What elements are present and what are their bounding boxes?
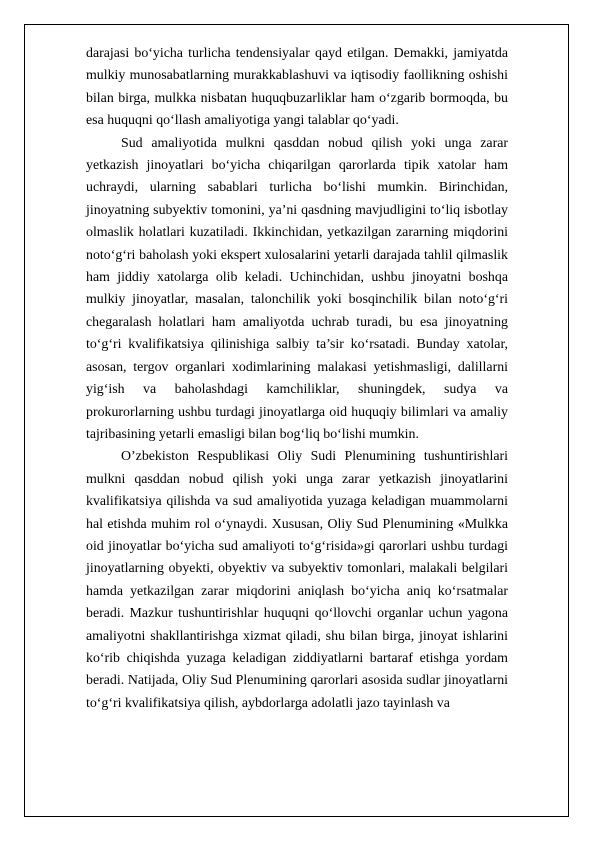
paragraph-supreme-court-plenum: O’zbekiston Respublikasi Oliy Sudi Plenumining tushuntirishlari mulkni qasddan nobud qilish yoki unga zarar yetkazish jinoyatlarini kvalifikatsiya qilishda va sud amaliyotida yuzaga keladigan muammolarni hal etishda muhim rol o‘ynaydi. Xususan, Oliy Sud Plenumining «Mulkka oid jinoyatlar bo‘yicha sud amaliyoti to‘g‘risida»gi qarorlari ushbu turdagi jinoyatlarning obyekti, obyektiv va subyektiv tomonlari, malakali belgilari hamda yetkazilgan zarar miqdorini aniqlash bo‘yicha aniq ko‘rsatmalar beradi. Mazkur tushuntirishlar huquqni qo‘llovchi organlar uchun yagona amaliyotni shakllantirishga xizmat qiladi, shu bilan birga, jinoyat ishlarini ko‘rib chiqishda yuzaga keladigan ziddiyatlarni bartaraf etishga yordam beradi. Natijada, Oliy Sud Plenumining qarorlari asosida sudlar jinoyatlarni to‘g‘ri kvalifikatsiya qilish, aybdorlarga adolatli jazo tayinlash va xyxy=(86,449,508,711)
paragraph-court-practice-errors: Sud amaliyotida mulkni qasddan nobud qilish yoki unga zarar yetkazish jinoyatlari bo‘yicha chiqarilgan qarorlarda tipik xatolar ham uchraydi, ularning sabablari turlicha bo‘lishi mumkin. Birinchidan, jinoyatning subyektiv tomonini, ya’ni qasdning mavjudligini to‘liq isbotlay olmaslik holatlari kuzatiladi. Ikkinchidan, yetkazilgan zararning miqdorini noto‘g‘ri baholash yoki ekspert xulosalarini yetarli darajada tahlil qilmaslik ham jiddiy xatolarga olib keladi. Uchinchidan, ushbu jinoyatni boshqa mulkiy jinoyatlar, masalan, talonchilik yoki bosqinchilik bilan noto‘g‘ri chegaralash holatlari ham amaliyotda uchrab turadi, bu esa jinoyatning to‘g‘ri kvalifikatsiya qilinishiga salbiy ta’sir ko‘rsatadi. Bunday xatolar, asosan, tergov organlari xodimlarining malakasi yetishmasligi, dalillarni yig‘ish va baholashdagi kamchiliklar, shuningdek, sudya va prokurorlarning ushbu turdagi jinoyatlarga oid huquqiy bilimlari va amaliy tajribasining yetarli emasligi bilan bog‘liq bo‘lishi mumkin. xyxy=(86,135,508,442)
paragraph-continuation: darajasi bo‘yicha turlicha tendensiyalar qayd etilgan. Demakki, jamiyatda mulkiy munosabatlarning murakkablashuvi va iqtisodiy faollikning oshishi bilan birga, mulkka nisbatan huquqbuzarliklar ham o‘zgarib bormoqda, bu esa huquqni qo‘llash amaliyotiga yangi talablar qo‘yadi. xyxy=(86,46,508,129)
document-body xyxy=(86,43,508,715)
